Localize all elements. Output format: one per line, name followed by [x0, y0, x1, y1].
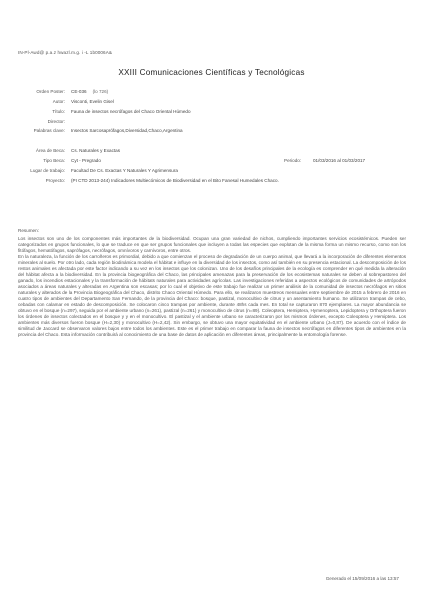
meta-row-tipo [10, 158, 410, 165]
resumen-paragraph: En la naturaleza, la función de los carroñeros es primordial, debido a que comienzan el proceso de degradación de un cuerpo animal, que llevará a la incorporación de diferentes elementos minerales al suelo. Por otro lado, cada región biodinámica modela el hábitat e influye en la diversidad de los insectos, como así también en su presencia estacional. La descomposición de los restos animales es afectada por este factor indicando a su vez en los insectos que los colonizan. Uno de los desafíos principales de la ecología es comprender en qué medida la alteración del hábitat afecta a la biodiversidad. En la provincia biogeográfica del Chaco, las principales amenazas para la preservación de los ecosistemas naturales se deben al sobrepastoreo del ganado, los incendios estacionales y la transformación de hábitats naturales para actividades agrícolas. Las investigaciones referidas a aspectos ecológicos de comunidades de artrópodos asociados a áreas naturales y alteradas en Argentina son escasas; por lo cual el objetivo de este trabajo fue realizar un primer análisis de la comunidad de insectos necrófagos en sitios naturales y alterados de la Provincia Biogeográfica del Chaco, distrito Chaco Oriental Húmedo. Para ello, se realizaron muestreos mensuales entre septiembre de 2015 a febrero de 2016 en cuatro tipos de ambientes del Departamento San Fernando, de la provincia del Chaco: bosque, pastizal, monocultivo de citrus y un asentamiento humano. Se utilizaron trampas de cebo, cebadas con calamar en estado de descomposición. Se colocaron cinco trampas por ambiente, durante 48hs cada mes. En total se capturaron 870 ejemplares. La mayor abundancia se obtuvo en el bosque (n=297), seguida por el ambiente urbano (n=261), pastizal (n=261) y monocultivo de citrus (n=89). Coleoptera, Hemiptera, Hymenoptera, Lepidoptera y Orthoptera fueron los órdenes de insectos colectados en el bosque y y en el monocultivo. El pastizal y el ambiente urbano se caracterizaron por los mismos órdenes, excepto Coleoptera y Hemiptera. Los ambientes más diversos fueron bosque (H=2,30) y monocultivo (H=2,42). Sin embargo, se obtuvo una mayor equitatividad en el ambiente urbano (J=0,87). De acuerdo con el índice de similitud de Jaccard se observaron valores bajos entre todos los ambientes. Este es el primer trabajo en comparar la fauna de insectos necrófagos en diferentes tipos de ambientes en la provincia del Chaco. Esta información contribuirá al conocimiento de una base de datos de aplicación en diferentes áreas, principalmente la entomología forense. [18, 254, 406, 337]
tipo-beca-label: Tipo Beca: [43, 158, 65, 163]
resumen-paragraph: Los insectos son uno de los componentes más importantes de la biodiversidad. Ocupan una gran variedad de nichos, cumpliendo importantes servicios ecosistémicos. Pueden ser categorizados en grupos funcionales, lo que se traduce en que ser grupos funcionales que incluyen a todas las especies que explotan de la misma forma un mismo recurso, como son los fitófagos, hematófagos, saprófagos, necrófagos, omnívoros y carnívoros, entre otros. [18, 236, 406, 253]
palabras-clave-label: Palabras clave: [33, 128, 65, 133]
orden-poster-extra: (lo 726) [92, 89, 109, 94]
area-beca-value: Cs. Naturales y Exactas [71, 148, 121, 153]
titulo-label: Título: [52, 109, 65, 114]
titulo-value: Fauna de insectos necrófagos del Chaco Oriental Húmedo [71, 109, 191, 114]
autor-value: Visconti, Evelin Gisel [71, 99, 114, 104]
proyecto-label: Proyecto: [45, 178, 65, 183]
palabras-clave-value: Insectos Sarcosaprófagos,Diversidad,Chaco,Argentina [71, 128, 183, 133]
lugar-trabajo-label: Lugar de trabajo: [30, 168, 65, 173]
generated-timestamp: Generado el 15/09/2016 a las 13:57 [325, 576, 399, 581]
director-label: Director: [47, 119, 65, 124]
orden-poster-label: Orden Poster: [36, 89, 65, 94]
resumen-body [18, 236, 406, 338]
periodo-label: Periodo: [284, 158, 302, 163]
page-title: XXIII Comunicaciones Científicas y Tecnológicas [118, 68, 305, 77]
orden-poster-value: CE-036 (lo 726) [71, 89, 109, 94]
area-beca-label: Área de Beca: [35, 148, 65, 153]
document-reference: IN-Pl-Awd@ p.a.z hwazl.m.g. i -L 1b0006A& [18, 50, 113, 55]
lugar-trabajo-value: Facultad De Cs. Exactas Y Naturales Y Agrimensura [71, 168, 178, 173]
tipo-beca-value: Cyt - Pregrado [71, 158, 101, 163]
resumen-heading: Resumen: [18, 228, 39, 233]
periodo-value: 01/03/2016 al 01/03/2017 [313, 158, 366, 163]
proyecto-value: (PI CTD 2013-244) Indicadores Multiecómicos de Biodiversidad en el Bito Fanesal Humedales Chaco. [71, 178, 279, 183]
autor-label: Autor: [52, 99, 65, 104]
